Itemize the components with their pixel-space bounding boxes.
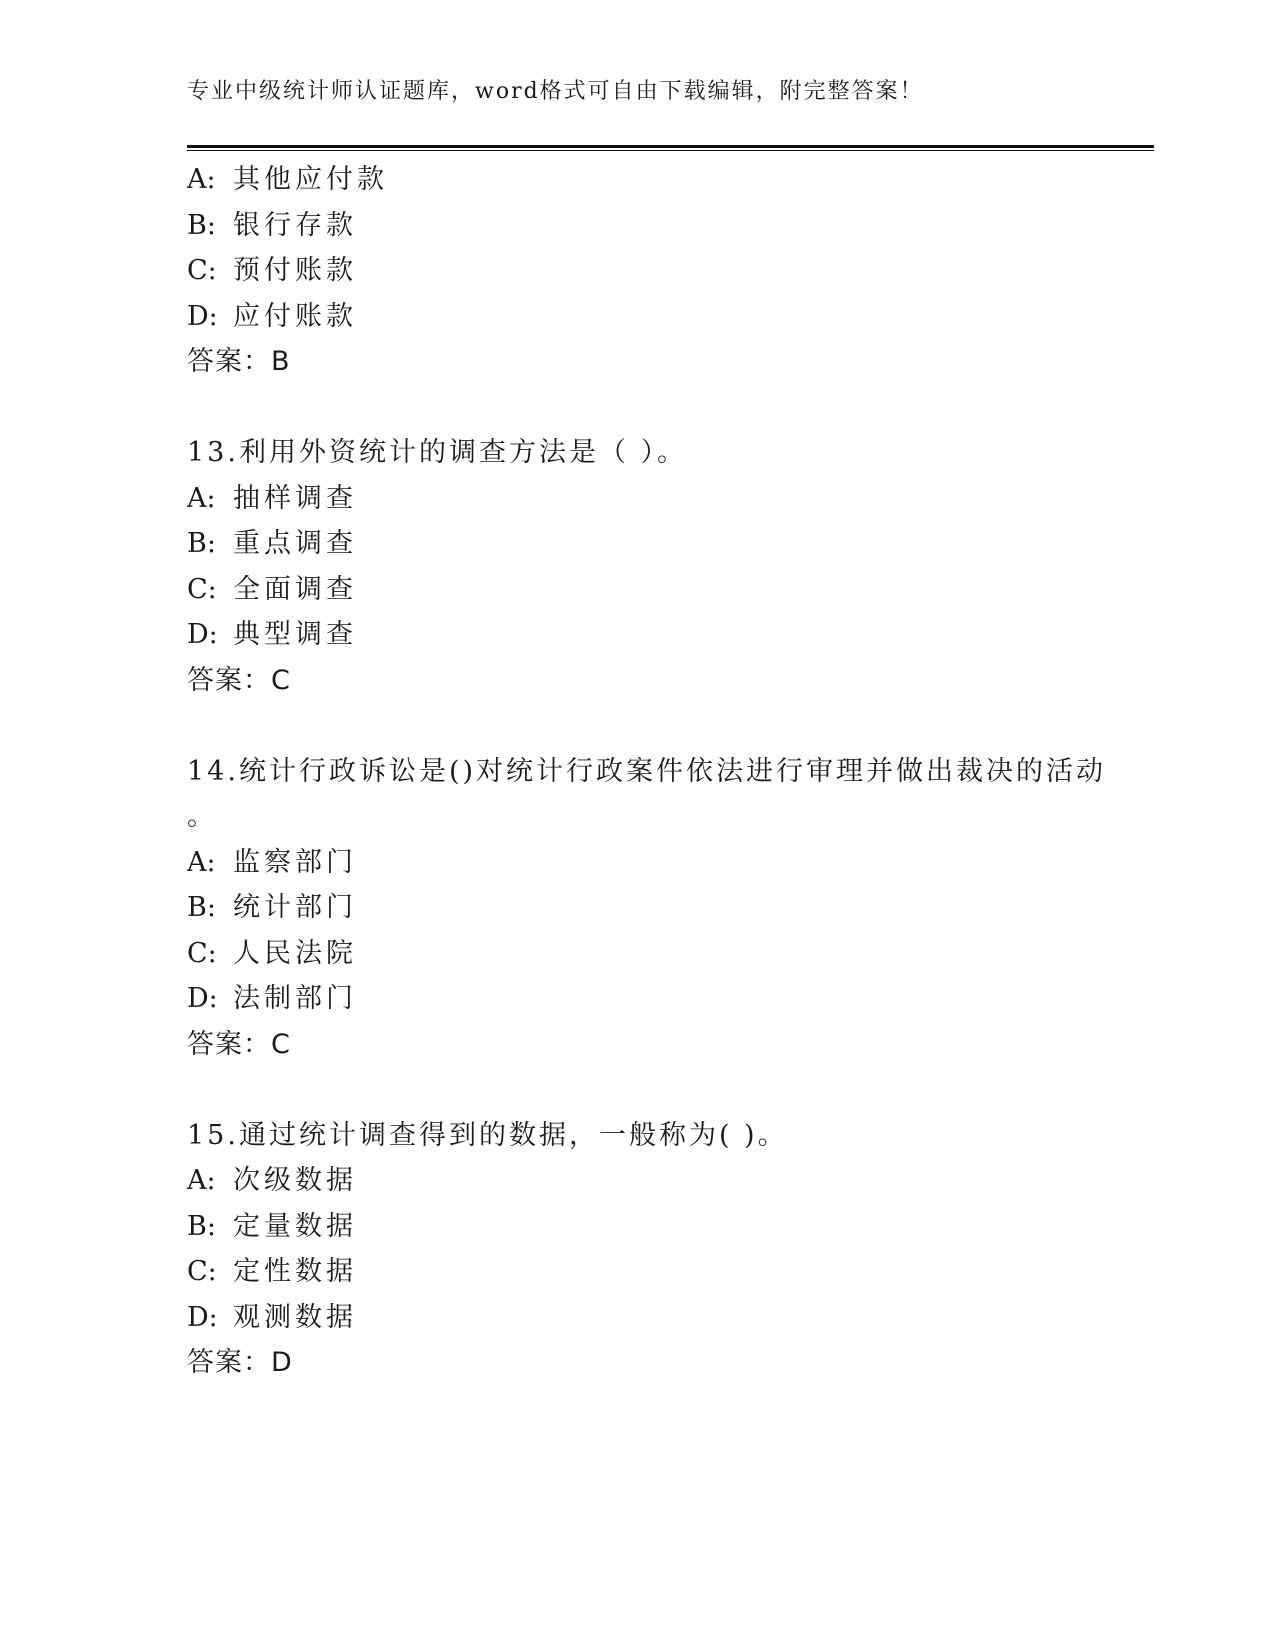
option-text: 定性数据 — [233, 1256, 357, 1287]
question-14 — [187, 749, 1107, 1068]
spacer — [187, 1067, 1087, 1113]
option-c — [187, 931, 1087, 977]
header-rule-thick — [187, 145, 1154, 148]
option-text: 典型调查 — [233, 619, 357, 650]
option-letter: B: — [187, 892, 216, 923]
option-text: 全面调查 — [233, 573, 357, 605]
option-c — [187, 248, 1087, 294]
question-stem-continuation: 。 — [187, 801, 218, 832]
option-text: 其他应付款 — [233, 164, 388, 195]
option-letter: C: — [187, 255, 217, 286]
option-letter: C: — [187, 573, 217, 605]
option-text: 观测数据 — [233, 1301, 357, 1333]
option-b — [187, 203, 1087, 249]
option-letter: A: — [187, 846, 216, 878]
option-text: 定量数据 — [233, 1210, 357, 1242]
option-letter: C: — [187, 937, 217, 969]
option-d — [187, 1295, 1087, 1341]
option-c — [187, 567, 1087, 613]
option-b — [187, 521, 1087, 567]
option-text: 银行存款 — [233, 209, 357, 241]
option-letter: D: — [187, 1301, 218, 1333]
option-letter: B: — [187, 209, 216, 241]
spacer — [187, 385, 1087, 431]
option-b — [187, 1204, 1087, 1250]
option-text: 预付账款 — [233, 255, 357, 286]
question-stem: 14.统计行政诉讼是()对统计行政案件依法进行审理并做出裁决的活动 — [187, 755, 1107, 787]
option-a — [187, 157, 1087, 203]
answer-line: 答案：C — [187, 664, 291, 696]
option-letter: B: — [187, 528, 216, 559]
option-text: 人民法院 — [233, 937, 357, 969]
option-a — [187, 840, 1087, 886]
question-13 — [187, 430, 1087, 703]
option-text: 抽样调查 — [233, 482, 357, 514]
option-letter: D: — [187, 300, 218, 332]
option-text: 法制部门 — [233, 983, 357, 1014]
option-a — [187, 476, 1087, 522]
option-b — [187, 885, 1087, 931]
option-letter: B: — [187, 1210, 216, 1242]
question-list — [187, 157, 1107, 1386]
answer-line: 答案：B — [187, 346, 291, 377]
option-d — [187, 294, 1087, 340]
option-a — [187, 1158, 1087, 1204]
option-letter: C: — [187, 1256, 217, 1287]
option-text: 统计部门 — [233, 892, 357, 923]
option-letter: D: — [187, 983, 218, 1014]
option-letter: D: — [187, 619, 218, 650]
answer-line: 答案：D — [187, 1347, 293, 1378]
document-header: 专业中级统计师认证题库，word格式可自由下载编辑，附完整答案！ — [187, 79, 924, 104]
option-letter: A: — [187, 1165, 216, 1196]
answer-line: 答案：C — [187, 1028, 291, 1060]
option-text: 监察部门 — [233, 846, 357, 878]
question-stem: 13.利用外资统计的调查方法是（ ）。 — [187, 437, 688, 468]
option-letter: A: — [187, 482, 216, 514]
option-c — [187, 1249, 1087, 1295]
header-rule-thin — [187, 150, 1154, 151]
question-12 — [187, 157, 1087, 385]
option-d — [187, 612, 1087, 658]
option-text: 重点调查 — [233, 528, 357, 559]
question-15 — [187, 1113, 1087, 1386]
option-text: 应付账款 — [233, 300, 357, 332]
option-d — [187, 976, 1087, 1022]
spacer — [187, 703, 1087, 749]
option-letter: A: — [187, 164, 216, 195]
question-stem: 15.通过统计调查得到的数据，一般称为( )。 — [187, 1119, 788, 1151]
option-text: 次级数据 — [233, 1165, 357, 1196]
